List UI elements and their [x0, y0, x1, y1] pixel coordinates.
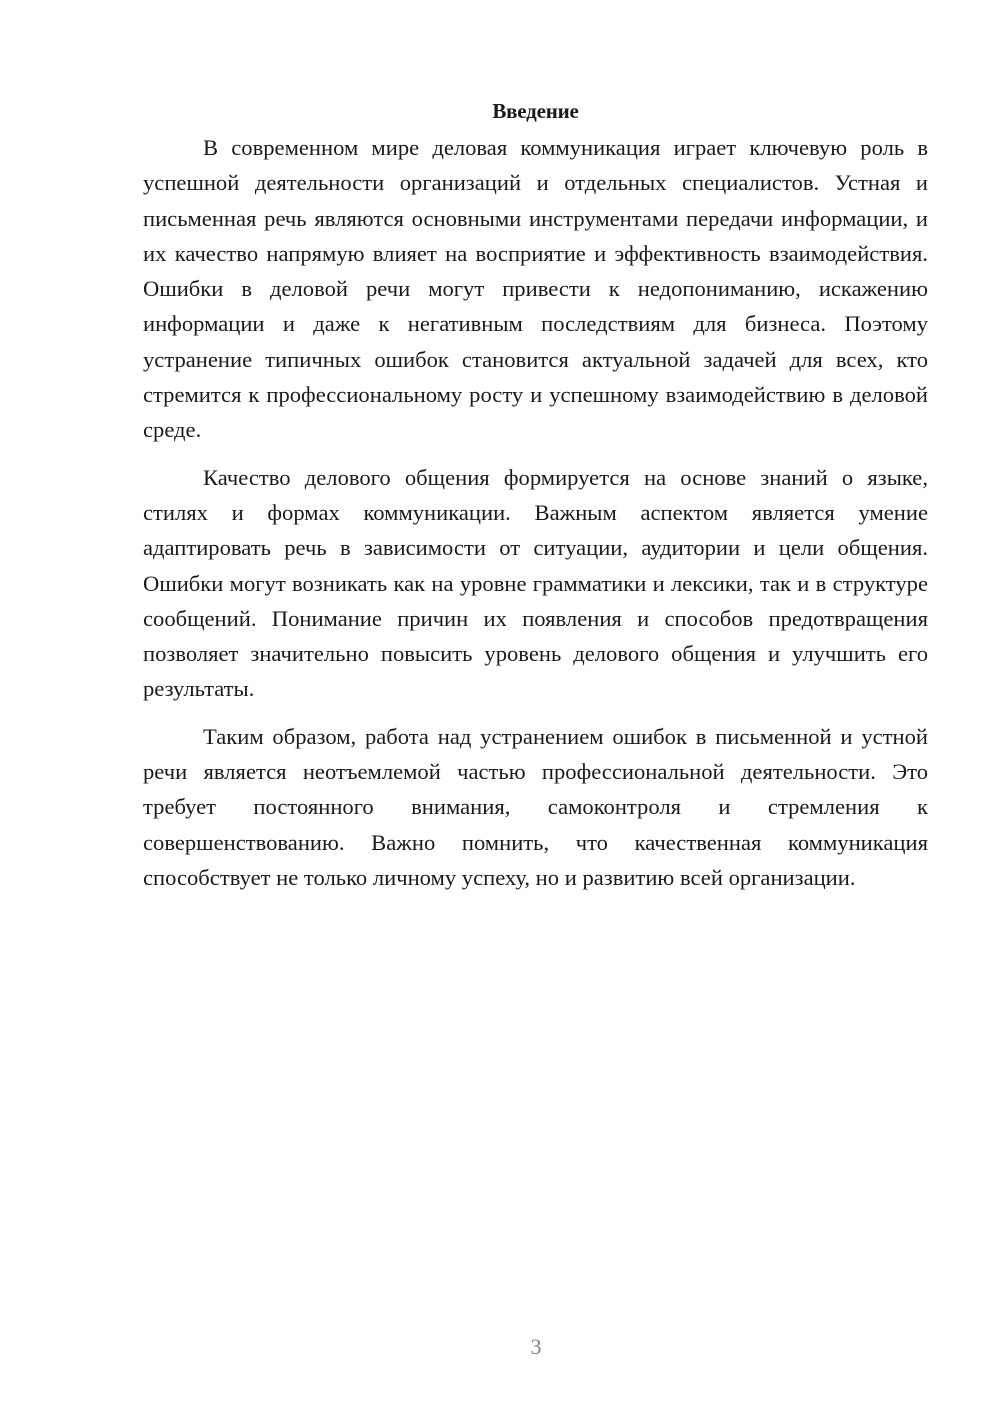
page-number: 3 — [530, 1334, 542, 1359]
paragraph-1: В современном мире деловая коммуникация играет ключевую роль в успешной деятельности организаций и отдельных специалистов. Устная и письменная речь являются основными инструментами передачи информации, и их качество напрямую влияет на восприятие и эффективность взаимодействия. Ошибки в деловой речи могут привести к недопониманию, искажению информации и даже к негативным последствиям для бизнеса. Поэтому устранение типичных ошибок становится актуальной задачей для всех, кто стремится к профессиональному росту и успешному взаимодействию в деловой среде. — [143, 135, 928, 443]
paragraph-2: Качество делового общения формируется на основе знаний о языке, стилях и формах коммуникации. Важным аспектом является умение адаптировать речь в зависимости от ситуации, аудитории и цели общения. Ошибки могут возникать как на уровне грамматики и лексики, так и в структуре сообщений. Понимание причин их появления и способов предотвращения позволяет значительно повысить уровень делового общения и улучшить его результаты. — [143, 464, 928, 702]
section-title: Введение — [492, 99, 579, 123]
page-content — [143, 96, 928, 895]
paragraph-3: Таким образом, работа над устранением ошибок в письменной и устной речи является неотъемлемой частью профессиональной деятельности. Это требует постоянного внимания, самоконтроля и стремления к совершенствованию. Важно помнить, что качественная коммуникация способствует не только личному успеху, но и развитию всей организации. — [143, 723, 928, 890]
